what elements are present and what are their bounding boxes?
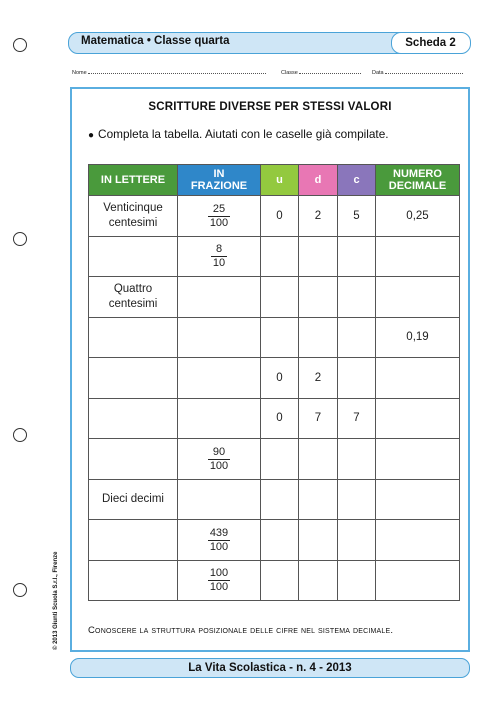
- cell-tenths[interactable]: [299, 236, 338, 277]
- cell-in-frazione[interactable]: [178, 317, 261, 358]
- header-bar: [68, 32, 470, 54]
- header-in-frazione: IN FRAZIONE: [178, 165, 261, 196]
- cell-units[interactable]: 0: [261, 398, 299, 439]
- cell-numero-decimale[interactable]: [376, 439, 460, 480]
- cell-tenths[interactable]: [299, 560, 338, 601]
- cell-in-frazione[interactable]: [178, 520, 261, 561]
- cell-hundredths[interactable]: [338, 317, 376, 358]
- header-in-lettere: IN LETTERE: [89, 165, 178, 196]
- header-hundredths: c: [338, 165, 376, 196]
- worksheet-label: Scheda 2: [391, 32, 471, 54]
- cell-in-lettere[interactable]: [89, 439, 178, 480]
- copyright: © 2013 Giunti Scuola S.r.l., Firenze: [53, 551, 59, 650]
- name-label: Nome: [72, 70, 87, 76]
- fraction: $\frac{100}{100}$: [209, 567, 229, 594]
- table-row: [89, 398, 460, 439]
- cell-hundredths[interactable]: [338, 236, 376, 277]
- cell-hundredths[interactable]: [338, 560, 376, 601]
- cell-units[interactable]: [261, 439, 299, 480]
- cell-in-lettere[interactable]: [89, 317, 178, 358]
- binder-hole-4: [13, 583, 27, 597]
- cell-hundredths[interactable]: [338, 277, 376, 318]
- cell-tenths[interactable]: [299, 317, 338, 358]
- cell-in-lettere[interactable]: [89, 560, 178, 601]
- footer-bar: [70, 658, 470, 678]
- cell-in-frazione[interactable]: [178, 479, 261, 520]
- fraction: $\frac{8}{10}$: [212, 243, 226, 270]
- table-row: [89, 358, 460, 399]
- cell-units[interactable]: [261, 277, 299, 318]
- cell-in-frazione[interactable]: [178, 358, 261, 399]
- cell-units[interactable]: [261, 317, 299, 358]
- cell-numero-decimale[interactable]: 0,25: [376, 196, 460, 237]
- fraction: $\frac{90}{100}$: [209, 445, 229, 472]
- cell-hundredths[interactable]: 7: [338, 398, 376, 439]
- cell-tenths[interactable]: [299, 520, 338, 561]
- cell-in-lettere[interactable]: [89, 358, 178, 399]
- table-body: [89, 196, 460, 601]
- cell-in-frazione[interactable]: [178, 277, 261, 318]
- cell-units[interactable]: [261, 560, 299, 601]
- date-field[interactable]: [372, 68, 463, 76]
- cell-units[interactable]: 0: [261, 196, 299, 237]
- table-row: [89, 479, 460, 520]
- fraction: $\frac{439}{100}$: [209, 526, 229, 553]
- cell-in-lettere[interactable]: [89, 398, 178, 439]
- cell-numero-decimale[interactable]: [376, 398, 460, 439]
- cell-in-lettere[interactable]: Venticinque centesimi: [89, 196, 178, 237]
- name-field[interactable]: [72, 68, 266, 76]
- cell-tenths[interactable]: 2: [299, 358, 338, 399]
- cell-numero-decimale[interactable]: [376, 479, 460, 520]
- header-tenths: d: [299, 165, 338, 196]
- table-row: [89, 520, 460, 561]
- cell-tenths[interactable]: [299, 479, 338, 520]
- table-row: [89, 196, 460, 237]
- header-units: u: [261, 165, 299, 196]
- table-row: [89, 236, 460, 277]
- cell-hundredths[interactable]: [338, 358, 376, 399]
- values-table: [88, 164, 460, 601]
- cell-units[interactable]: [261, 520, 299, 561]
- learning-objective: Conoscere la struttura posizionale delle cifre nel sistema decimale.: [88, 625, 394, 636]
- cell-numero-decimale[interactable]: [376, 277, 460, 318]
- cell-in-lettere[interactable]: [89, 236, 178, 277]
- cell-tenths[interactable]: 7: [299, 398, 338, 439]
- table-row: [89, 317, 460, 358]
- subject-title: Matematica • Classe quarta: [81, 35, 230, 47]
- class-field[interactable]: [281, 68, 361, 76]
- bullet-icon: ●: [88, 130, 95, 141]
- footer-text: La Vita Scolastica - n. 4 - 2013: [188, 662, 352, 674]
- cell-numero-decimale[interactable]: 0,19: [376, 317, 460, 358]
- table-header-row: [89, 165, 460, 196]
- binder-hole-1: [13, 38, 27, 52]
- cell-units[interactable]: [261, 479, 299, 520]
- exercise-instruction: [88, 127, 389, 141]
- cell-in-lettere[interactable]: Quattro centesimi: [89, 277, 178, 318]
- cell-hundredths[interactable]: [338, 439, 376, 480]
- cell-in-lettere[interactable]: [89, 520, 178, 561]
- cell-tenths[interactable]: [299, 439, 338, 480]
- instruction-text: Completa la tabella. Aiutati con le caselle già compilate.: [98, 127, 389, 141]
- cell-numero-decimale[interactable]: [376, 560, 460, 601]
- cell-numero-decimale[interactable]: [376, 520, 460, 561]
- table-row: [89, 439, 460, 480]
- cell-units[interactable]: [261, 236, 299, 277]
- cell-units[interactable]: 0: [261, 358, 299, 399]
- cell-in-frazione[interactable]: [178, 236, 261, 277]
- binder-hole-3: [13, 428, 27, 442]
- cell-numero-decimale[interactable]: [376, 358, 460, 399]
- cell-in-frazione[interactable]: [178, 560, 261, 601]
- date-label: Data: [372, 70, 384, 76]
- cell-in-frazione[interactable]: [178, 439, 261, 480]
- cell-numero-decimale[interactable]: [376, 236, 460, 277]
- cell-in-frazione[interactable]: [178, 398, 261, 439]
- class-label: Classe: [281, 70, 298, 76]
- cell-tenths[interactable]: [299, 277, 338, 318]
- cell-hundredths[interactable]: [338, 520, 376, 561]
- cell-hundredths[interactable]: [338, 479, 376, 520]
- cell-tenths[interactable]: 2: [299, 196, 338, 237]
- exercise-heading: SCRITTURE DIVERSE PER STESSI VALORI: [148, 101, 392, 113]
- table-row: [89, 277, 460, 318]
- header-numero-decimale: NUMERO DECIMALE: [376, 165, 460, 196]
- cell-hundredths[interactable]: 5: [338, 196, 376, 237]
- cell-in-lettere[interactable]: Dieci decimi: [89, 479, 178, 520]
- fraction: $\frac{25}{100}$: [209, 202, 229, 229]
- binder-hole-2: [13, 232, 27, 246]
- exercise-frame: [70, 87, 470, 652]
- table-row: [89, 560, 460, 601]
- cell-in-frazione[interactable]: [178, 196, 261, 237]
